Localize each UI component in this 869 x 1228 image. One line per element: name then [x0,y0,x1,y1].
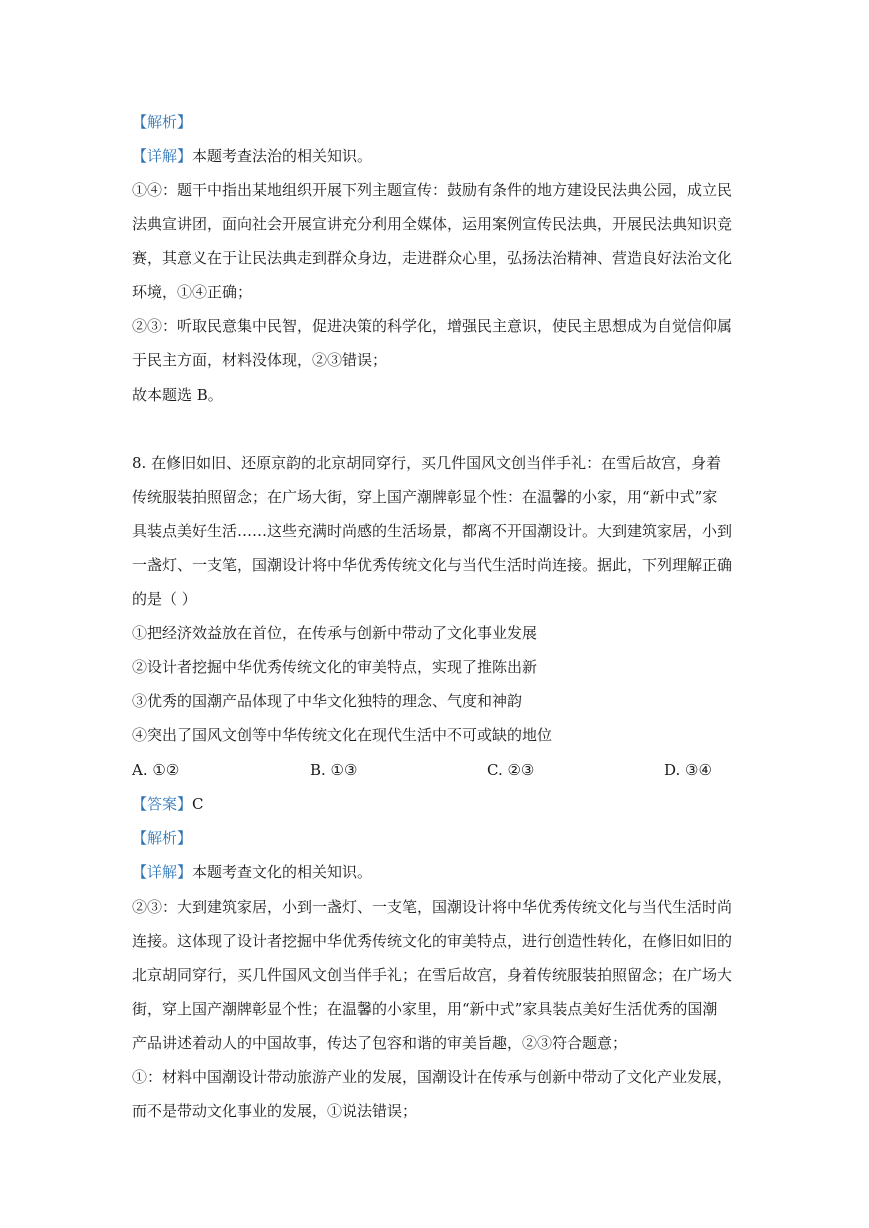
option-c: C. ②③ [487,761,535,779]
statement-3: ③优秀的国潮产品体现了中华文化独特的理念、气度和神韵 [132,692,523,710]
detail-line [132,146,372,166]
paragraph-line: ①④：题干中指出某地组织开展下列主题宣传：鼓励有条件的地方建设民法典公园，成立民 [132,181,733,199]
option-a: A. ①② [132,761,180,779]
option-d: D. ③④ [664,761,712,779]
question-stem-line: 8. 在修旧如旧、还原京韵的北京胡同穿行，买几件国风文创当伴手礼：在雪后故宫，身着 [132,454,722,472]
question-stem-line: 具装点美好生活……这些充满时尚感的生活场景，都离不开国潮设计。大到建筑家居，小到 [132,522,733,540]
question-stem-line: 传统服装拍照留念；在广场大街，穿上国产潮牌彰显个性：在温馨的小家，用“新中式”家 [132,488,718,506]
paragraph-line: 连接。这体现了设计者挖掘中华优秀传统文化的审美特点，进行创造性转化，在修旧如旧的 [132,932,733,950]
option-b: B. ①③ [310,761,358,779]
paragraph-line: 而不是带动文化事业的发展，①说法错误； [132,1102,418,1120]
paragraph-line: 赛，其意义在于让民法典走到群众身边，走进群众心里，弘扬法治精神、营造良好法治文化 [132,249,733,267]
statement-4: ④突出了国风文创等中华传统文化在现代生活中不可或缺的地位 [132,726,553,744]
paragraph-line: 产品讲述着动人的中国故事，传达了包容和谐的审美旨趣，②③符合题意； [132,1034,628,1052]
paragraph-line: 于民主方面，材料没体现，②③错误； [132,351,388,369]
paragraph-line: 北京胡同穿行，买几件国风文创当伴手礼；在雪后故宫，身着传统服装拍照留念；在广场大 [132,966,733,984]
conclusion-line: 故本题选 B。 [132,386,223,404]
detail-text: 本题考查文化的相关知识。 [192,863,373,881]
detail-tag: 【详解】 [132,863,193,881]
statement-2: ②设计者挖掘中华优秀传统文化的审美特点，实现了推陈出新 [132,658,538,676]
paragraph-line: 环境，①④正确； [132,283,253,301]
paragraph-line: 法典宣讲团，面向社会开展宣讲充分利用全媒体，运用案例宣传民法典，开展民法典知识竞 [132,215,733,233]
detail-tag: 【详解】 [132,147,193,165]
analysis-tag: 【解析】 [132,113,193,131]
detail-line [132,862,372,882]
analysis-tag: 【解析】 [132,829,193,847]
answer-line [132,794,204,814]
paragraph-line: ②③：大到建筑家居，小到一盏灯、一支笔，国潮设计将中华优秀传统文化与当代生活时尚 [132,898,733,916]
detail-text: 本题考查法治的相关知识。 [192,147,373,165]
paragraph-line: 街，穿上国产潮牌彰显个性；在温馨的小家里，用“新中式”家具装点美好生活优秀的国潮 [132,1000,718,1018]
answer-value: C [192,795,204,813]
question-stem-line: 一盏灯、一支笔，国潮设计将中华优秀传统文化与当代生活时尚连接。据此，下列理解正确 [132,556,733,574]
answer-tag: 【答案】 [132,795,193,813]
paragraph-line: ①：材料中国潮设计带动旅游产业的发展，国潮设计在传承与创新中带动了文化产业发展， [132,1068,733,1086]
statement-1: ①把经济效益放在首位，在传承与创新中带动了文化事业发展 [132,624,538,642]
paragraph-line: ②③：听取民意集中民智，促进决策的科学化，增强民主意识，使民主思想成为自觉信仰属 [132,317,733,335]
question-stem-line: 的是（ ） [132,590,197,608]
